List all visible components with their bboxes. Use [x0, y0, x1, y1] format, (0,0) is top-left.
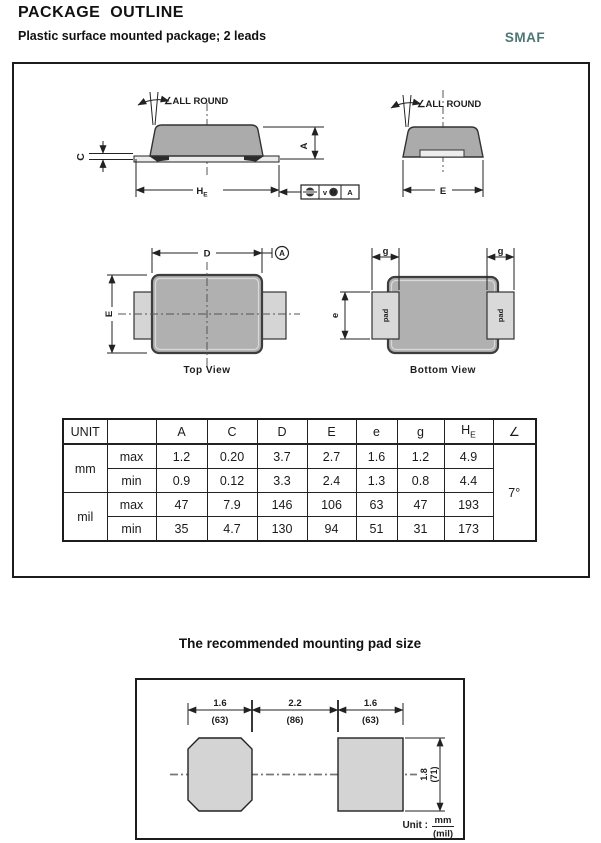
control-frame-v: v: [322, 188, 328, 197]
dim-right-mm: 1.6: [363, 698, 378, 709]
dim-height-mil: (71): [429, 766, 439, 783]
all-round-label-front: ∠ALL ROUND: [164, 96, 229, 107]
mounting-pad-heading: The recommended mounting pad size: [178, 636, 422, 651]
mounting-pad-right: [338, 738, 403, 811]
cell: 106: [307, 493, 356, 517]
end-view-lead: [420, 150, 464, 157]
cell: 0.9: [156, 469, 207, 493]
angle-value-cell: 7°: [493, 444, 536, 541]
col-header-c: C: [207, 419, 257, 444]
dim-he-label: $H_E$: [196, 186, 208, 199]
dim-left-mil: (63): [211, 715, 229, 726]
bottom-view: [330, 246, 514, 376]
cell: 7.9: [207, 493, 257, 517]
mounting-pad-drawing: [137, 680, 463, 838]
svg-text:M: M: [330, 189, 337, 197]
unit-note: [402, 815, 454, 838]
cell: 2.4: [307, 469, 356, 493]
top-view: [104, 247, 300, 377]
pad-right-label: pad: [496, 308, 505, 323]
col-header-he: $H_E$: [444, 419, 493, 444]
cell: 3.7: [257, 444, 307, 469]
control-frame: [279, 185, 359, 199]
col-header-e-cap: E: [307, 419, 356, 444]
row-label-max: max: [107, 444, 156, 469]
pad-left-label: pad: [381, 308, 390, 323]
end-view: [391, 90, 483, 197]
cell: 173: [444, 517, 493, 542]
bottom-view-body: [388, 277, 498, 353]
dim-right-mil: (63): [362, 715, 379, 726]
cell: 0.20: [207, 444, 257, 469]
row-label-max: max: [107, 493, 156, 517]
control-frame-datum: A: [347, 188, 353, 197]
col-header-a: A: [156, 419, 207, 444]
front-view: [75, 92, 359, 199]
dim-a-label: A: [299, 142, 310, 150]
dim-mid-mil: (86): [286, 715, 304, 726]
cell: 31: [397, 517, 444, 542]
dim-left-mm: 1.6: [213, 698, 227, 709]
cell: 51: [356, 517, 397, 542]
col-header-e-low: e: [356, 419, 397, 444]
cell: 146: [257, 493, 307, 517]
cell: 94: [307, 517, 356, 542]
row-label-min: min: [107, 469, 156, 493]
col-header-blank: [107, 419, 156, 444]
dim-g-right-label: g: [497, 246, 504, 257]
table-row-mil-max: [63, 493, 536, 517]
dim-e-top-label: E: [104, 310, 115, 318]
cell: 0.12: [207, 469, 257, 493]
front-view-body: [150, 125, 263, 156]
col-header-g: g: [397, 419, 444, 444]
outline-drawing: [14, 64, 588, 416]
dim-a: [263, 127, 324, 159]
all-round-callout-front: [138, 92, 228, 125]
dim-c: [75, 141, 133, 172]
dim-he: [136, 159, 279, 199]
datum-a-marker: [262, 247, 289, 260]
cell: 1.6: [356, 444, 397, 469]
pad-top-dimensions: [188, 698, 403, 732]
cell: 47: [397, 493, 444, 517]
unit-denominator: (mil): [432, 828, 454, 838]
col-header-angle: ∠: [493, 419, 536, 444]
dim-e-end-label: E: [439, 186, 447, 197]
cell: 1.2: [397, 444, 444, 469]
cell: 35: [156, 517, 207, 542]
table-row-mil-min: [63, 517, 536, 542]
dim-mid-mm: 2.2: [288, 698, 302, 709]
table-header-row: [63, 419, 536, 444]
top-view-lead-left: [134, 292, 152, 339]
bottom-view-caption: Bottom View: [410, 365, 476, 376]
all-round-label-end: ∠ALL ROUND: [417, 99, 482, 110]
outline-drawing-frame: [12, 62, 590, 578]
unit-mm-cell: mm: [63, 444, 107, 493]
col-header-unit: UNIT: [63, 419, 107, 444]
col-header-d: D: [257, 419, 307, 444]
cell: 1.2: [156, 444, 207, 469]
datum-a-label: A: [279, 249, 285, 258]
cell: 1.3: [356, 469, 397, 493]
mounting-pad-frame: [135, 678, 465, 840]
cell: 4.9: [444, 444, 493, 469]
unit-mil-cell: mil: [63, 493, 107, 542]
cell: 130: [257, 517, 307, 542]
table-row-mm-max: [63, 444, 536, 469]
cell: 2.7: [307, 444, 356, 469]
page-title: PACKAGE OUTLINE: [18, 4, 184, 21]
table-row-mm-min: [63, 469, 536, 493]
cell: 3.3: [257, 469, 307, 493]
dim-g-left-label: g: [382, 246, 389, 257]
page-subtitle: Plastic surface mounted package; 2 leads: [18, 29, 267, 43]
cell: 63: [356, 493, 397, 517]
cell: 4.4: [444, 469, 493, 493]
all-round-callout-end: [391, 95, 481, 127]
dim-e-bottom: [330, 292, 370, 339]
unit-label: Unit :: [402, 820, 428, 831]
mounting-pad-left: [188, 738, 252, 811]
dim-height-mm: 1.8: [419, 768, 429, 781]
cell: 193: [444, 493, 493, 517]
dimension-table: [62, 418, 537, 542]
top-view-caption: Top View: [183, 365, 231, 376]
cell: 4.7: [207, 517, 257, 542]
package-name: SMAF: [504, 30, 546, 45]
top-view-lead-right: [262, 292, 286, 339]
cell: 0.8: [397, 469, 444, 493]
cell: 47: [156, 493, 207, 517]
dim-c-label: C: [75, 153, 87, 161]
row-label-min: min: [107, 517, 156, 542]
unit-numerator: mm: [434, 815, 452, 826]
dim-d-label: D: [203, 248, 211, 260]
dim-e-bottom-label: e: [330, 312, 341, 319]
